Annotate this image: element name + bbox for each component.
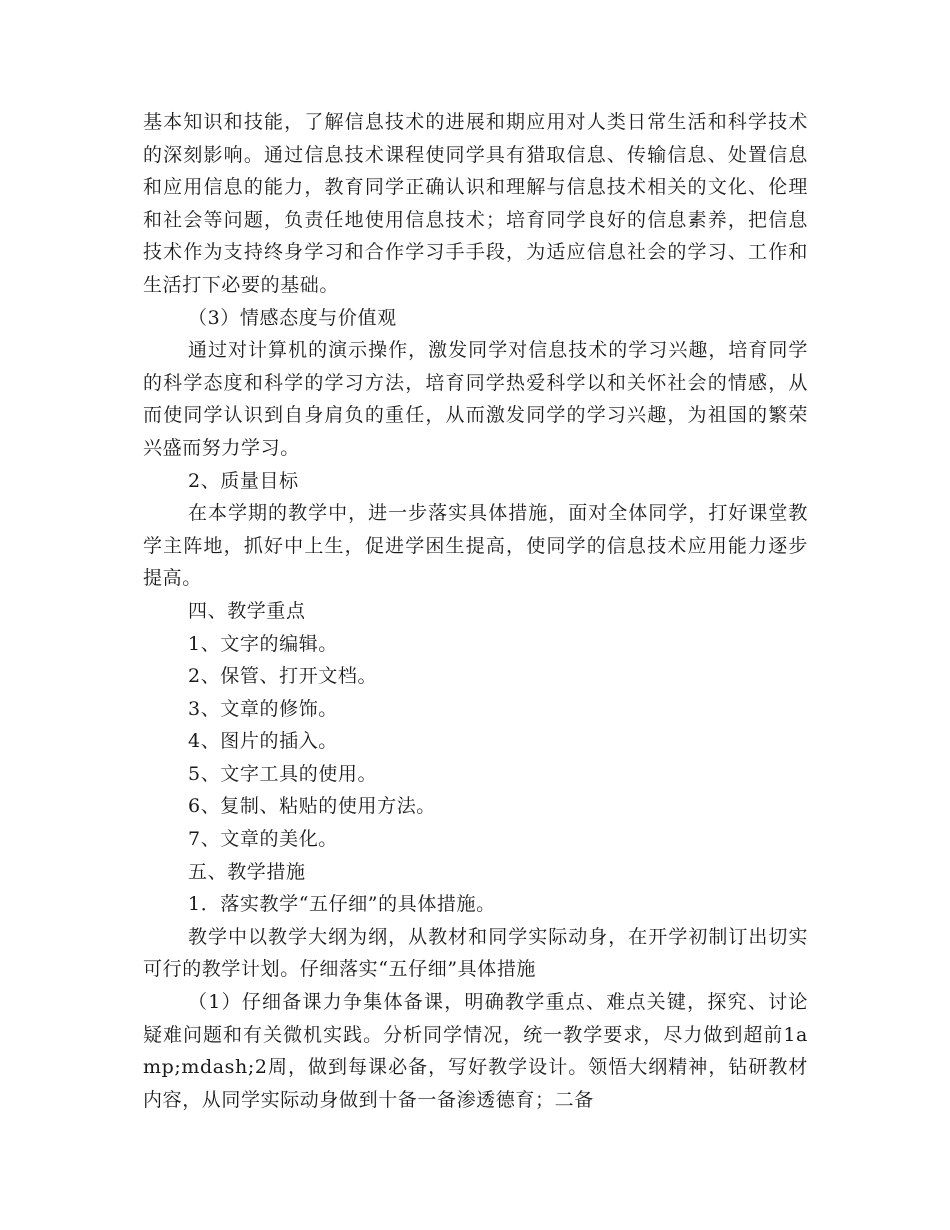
focus-list-item: 1、文字的编辑。 (188, 632, 338, 655)
heading-quality-goal: 2、质量目标 (188, 469, 299, 492)
paragraph-teaching-measures: 教学中以教学大纲为纲，从教材和同学实际动身，在开学初制订出切实可行的教学计划。仔细落实“五仔细”具体措施 (143, 925, 808, 981)
paragraph-lesson-preparation: （1）仔细备课力争集体备课，明确教学重点、难点关键，探究、讨论疑难问题和有关微机实践。分析同学情况，统一教学要求，尽力做到超前1amp;mdash;2周，做到每课必备，写好教学设计。领悟大纲精神，钻研教材内容，从同学实际动身做到十备一备渗透德育；二备 (143, 991, 808, 1111)
focus-list-item: 3、文章的修饰。 (188, 697, 338, 720)
focus-list-item: 7、文章的美化。 (188, 828, 338, 851)
heading-teaching-focus: 四、教学重点 (188, 599, 306, 622)
paragraph-intro: 基本知识和技能，了解信息技术的进展和期应用对人类日常生活和科学技术的深刻影响。通过信息技术课程使同学具有猎取信息、传输信息、处置信息和应用信息的能力，教育同学正确认识和理解与信息技术相关的文化、伦理和社会等问题，负责任地使用信息技术；培育同学良好的信息素养，把信息技术作为支持终身学习和合作学习手手段，为适应信息社会的学习、工作和生活打下必要的基础。 (143, 111, 808, 296)
heading-teaching-measures: 五、教学措施 (188, 860, 306, 883)
measure-item-five-careful: 1．落实教学“五仔细”的具体措施。 (188, 893, 496, 916)
heading-emotion-values: （3）情感态度与价值观 (188, 306, 397, 329)
focus-list-item: 6、复制、粘贴的使用方法。 (188, 795, 436, 818)
focus-list-item: 4、图片的插入。 (188, 730, 338, 753)
paragraph-emotion-values: 通过对计算机的演示操作，激发同学对信息技术的学习兴趣，培育同学的科学态度和科学的学习方法，培育同学热爱科学以和关怀社会的情感，从而使同学认识到自身肩负的重任，从而激发同学的学习兴趣，为祖国的繁荣兴盛而努力学习。 (143, 339, 808, 459)
focus-list-item: 2、保管、打开文档。 (188, 665, 378, 688)
document-page (143, 106, 808, 1116)
focus-list-item: 5、文字工具的使用。 (188, 762, 378, 785)
paragraph-quality-goal: 在本学期的教学中，进一步落实具体措施，面对全体同学，打好课堂教学主阵地，抓好中上生，促进学困生提高，使同学的信息技术应用能力逐步提高。 (143, 502, 808, 590)
